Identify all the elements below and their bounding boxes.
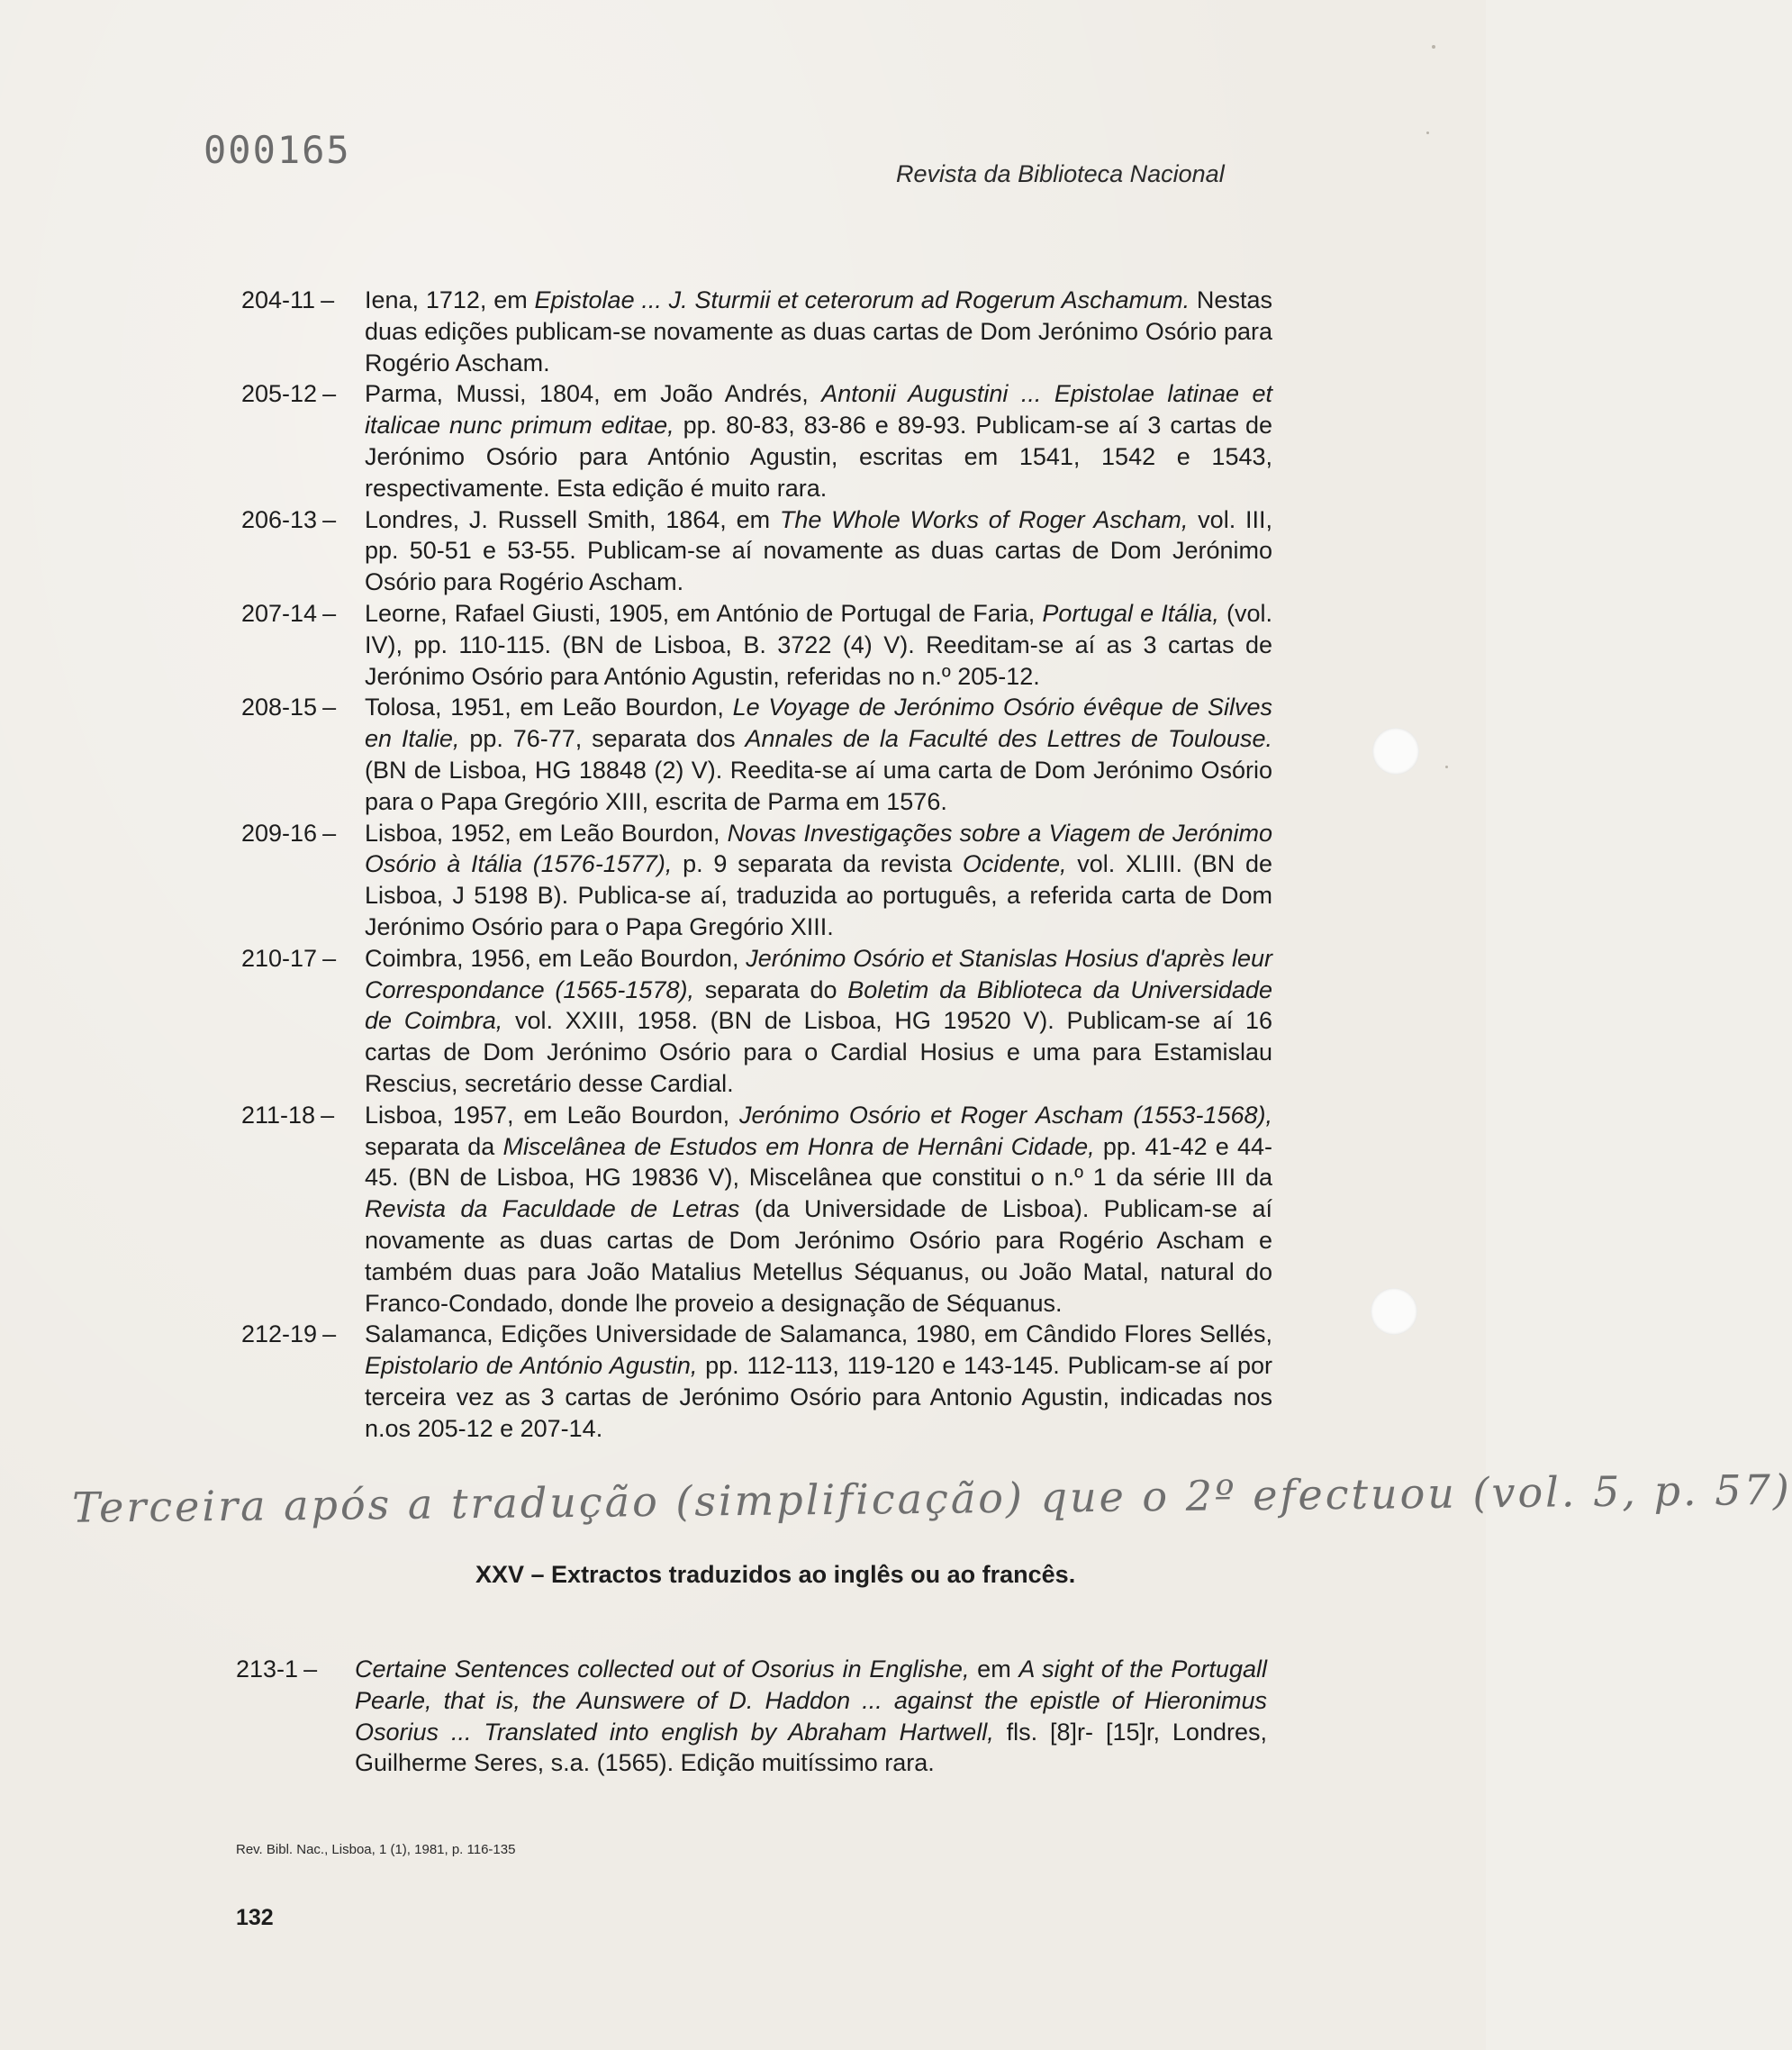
punch-hole-bottom	[1371, 1288, 1417, 1335]
entry-number: 205-12 –	[241, 380, 337, 408]
entry-text: Lisboa, 1952, em Leão Bourdon, Novas Investigações sobre a Viagem de Jerónimo Osório à Itália (1576-1577), p. 9 separata da revista Ocidente, vol. XLIII. (BN de Lisboa, J 5198 B). Publica-se aí, traduzida ao português, a referida carta de Dom Jerónimo Osório para o Papa Gregório XIII.	[365, 819, 1272, 940]
entry-number: 213-1 –	[236, 1655, 318, 1683]
entry-number: 211-18 –	[241, 1101, 335, 1129]
entry-number: 206-13 –	[241, 505, 337, 533]
entry-number: 208-15 –	[241, 694, 337, 721]
paper-speck	[1432, 45, 1435, 49]
entry-number: 209-16 –	[241, 819, 337, 847]
entry-text: Tolosa, 1951, em Leão Bourdon, Le Voyage de Jerónimo Osório évêque de Silves en Italie, pp. 76-77, separata dos Annales de la Faculté des Lettres de Toulouse. (BN de Lisboa, HG 18848 (2) V). Reedita-se aí uma carta de Dom Jerónimo Osório para o Papa Gregório XIII, escrita de Parma em 1576.	[365, 694, 1272, 815]
bibliography-entry	[241, 1100, 1272, 1320]
entry-text: Lisboa, 1957, em Leão Bourdon, Jerónimo Osório et Roger Ascham (1553-1568), separata da Miscelânea de Estudos em Honra de Hernâni Cidade, pp. 41-42 e 44-45. (BN de Lisboa, HG 19836 V), Miscelânea que constitui o n.º 1 da série III da Revista da Faculdade de Letras (da Universidade de Lisboa). Publicam-se aí novamente as duas cartas de Dom Jerónimo Osório para Rogério Ascham e também duas para João Matalius Metellus Séquanus, ou João Matal, natural do Franco-Condado, donde lhe proveio a designação de Séquanus.	[365, 1101, 1273, 1317]
archive-stamp-number: 000165	[204, 128, 351, 172]
bibliography-entry	[241, 818, 1272, 943]
extracts-list	[236, 1654, 1267, 1779]
entry-text: Salamanca, Edições Universidade de Salamanca, 1980, em Cândido Flores Sellés, Epistolario de António Agustin, pp. 112-113, 119-120 e 143-145. Publicam-se aí por terceira vez as 3 cartas de Jerónimo Osório para Antonio Agustin, indicadas nos n.os 205-12 e 207-14.	[365, 1320, 1272, 1442]
entry-text: Leorne, Rafael Giusti, 1905, em António de Portugal de Faria, Portugal e Itália, (vol. IV), pp. 110-115. (BN de Lisboa, B. 3722 (4) V). Reeditam-se aí as 3 cartas de Jerónimo Osório para António Agustin, referidas no n.º 205-12.	[365, 599, 1272, 690]
paper-speck	[1426, 132, 1429, 134]
paper-speck	[1445, 766, 1448, 768]
entry-number: 207-14 –	[241, 599, 337, 627]
bibliography-entry	[241, 285, 1272, 378]
bibliography-list	[241, 285, 1272, 1444]
entry-number: 204-11 –	[241, 286, 335, 313]
page-number: 132	[236, 1905, 274, 1930]
entry-text: Coimbra, 1956, em Leão Bourdon, Jerónimo Osório et Stanislas Hosius d'après leur Correspondance (1565-1578), separata do Boletim da Biblioteca da Universidade de Coimbra, vol. XXIII, 1958. (BN de Lisboa, HG 19520 V). Publicam-se aí 16 cartas de Dom Jerónimo Osório para o Cardial Hosius e uma para Estamislau Rescius, secretário desse Cardial.	[365, 944, 1272, 1097]
bibliography-entry	[241, 504, 1272, 598]
entry-number: 210-17 –	[241, 944, 337, 972]
entry-text: Londres, J. Russell Smith, 1864, em The Whole Works of Roger Ascham, vol. III, pp. 50-51 e 53-55. Publicam-se aí novamente as duas cartas de Dom Jerónimo Osório para Rogério Ascham.	[365, 505, 1272, 596]
entry-number: 212-19 –	[241, 1320, 337, 1348]
handwritten-annotation: Terceira após a tradução (simplificação) que o 2º efectuou (vol. 5, p. 57)	[71, 1465, 1792, 1532]
bibliography-entry	[241, 1319, 1272, 1444]
bibliography-entry	[236, 1654, 1267, 1779]
journal-header: Revista da Biblioteca Nacional	[896, 160, 1225, 187]
entry-text: Parma, Mussi, 1804, em João Andrés, Antonii Augustini ... Epistolae latinae et italicae nunc primum editae, pp. 80-83, 83-86 e 89-93. Publicam-se aí 3 cartas de Jerónimo Osório para António Agustin, escritas em 1541, 1542 e 1543, respectivamente. Esta edição é muito rara.	[365, 380, 1272, 502]
citation-footer: Rev. Bibl. Nac., Lisboa, 1 (1), 1981, p. 116-135	[236, 1842, 516, 1857]
punch-hole-top	[1372, 728, 1419, 775]
bibliography-entry	[241, 598, 1272, 692]
entry-text: Certaine Sentences collected out of Osorius in Englishe, em A sight of the Portugall Pearle, that is, the Aunswere of D. Haddon ... against the epistle of Hieronimus Osorius ... Translated into english by Abraham Hartwell, fls. [8]r- [15]r, Londres, Guilherme Seres, s.a. (1565). Edição muitíssimo rara.	[355, 1655, 1267, 1777]
entry-text: Iena, 1712, em Epistolae ... J. Sturmii et ceterorum ad Rogerum Aschamum. Nestas duas edições publicam-se novamente as duas cartas de Dom Jerónimo Osório para Rogério Ascham.	[365, 286, 1272, 376]
bibliography-entry	[241, 943, 1272, 1100]
bibliography-entry	[241, 378, 1272, 503]
section-title: XXV – Extractos traduzidos ao inglês ou ao francês.	[475, 1561, 1076, 1588]
bibliography-entry	[241, 692, 1272, 817]
